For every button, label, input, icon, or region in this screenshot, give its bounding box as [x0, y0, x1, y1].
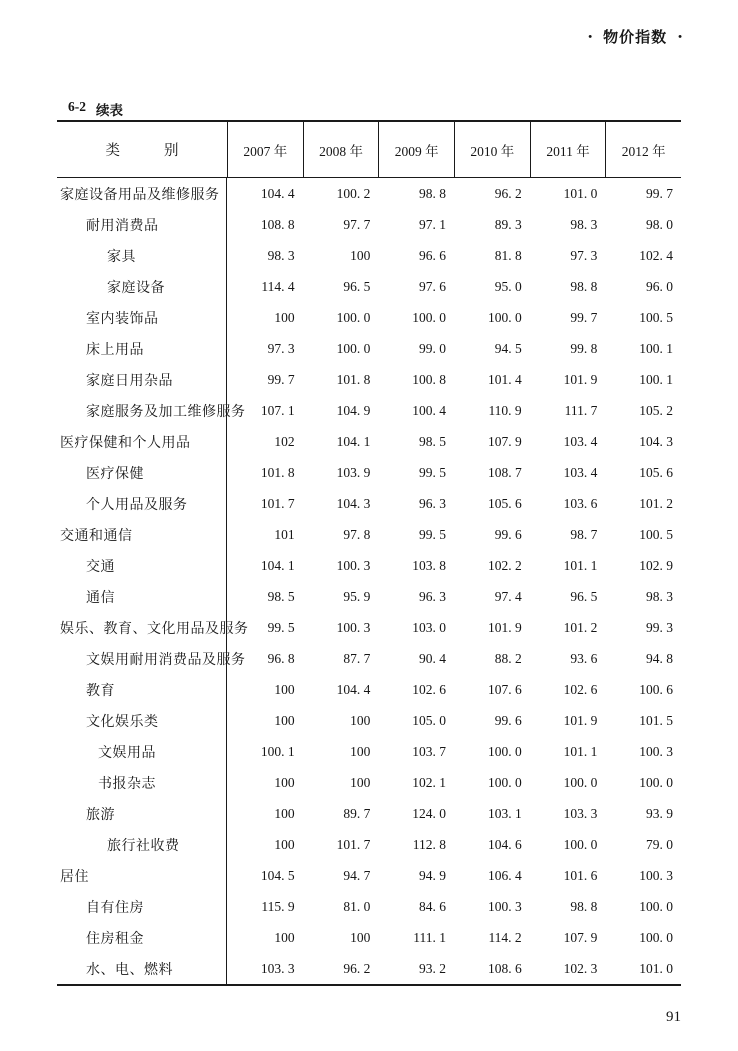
row-value: 101. 8 [260, 464, 295, 480]
row-value: 94. 8 [646, 650, 674, 666]
row-value: 104. 5 [260, 867, 295, 883]
page-number: 91 [666, 1009, 681, 1025]
row-value: 100. 5 [639, 309, 674, 325]
row-value: 102 [274, 433, 295, 449]
table-row [57, 953, 681, 984]
category-header-second: 别 [164, 143, 179, 159]
row-value: 105. 2 [639, 402, 674, 418]
row-value: 103. 9 [336, 464, 371, 480]
table-row [57, 457, 681, 488]
row-value: 105. 6 [487, 495, 522, 511]
row-value: 104. 3 [639, 433, 674, 449]
table-row [57, 829, 681, 860]
row-value: 100. 5 [639, 526, 674, 542]
row-value: 112. 8 [412, 836, 447, 852]
row-label: 交通和通信 [57, 519, 227, 550]
row-value: 104. 1 [336, 433, 371, 449]
row-value: 100. 1 [260, 743, 295, 759]
row-value: 102. 6 [412, 681, 447, 697]
year-column-header: 2012 年 [605, 122, 681, 177]
row-value: 115. 9 [261, 898, 295, 914]
row-value: 96. 5 [570, 588, 598, 604]
table-row [57, 240, 681, 271]
table-number: 6-2 [68, 99, 86, 114]
row-value: 95. 0 [494, 278, 522, 294]
row-value: 94. 5 [494, 340, 522, 356]
row-value: 88. 2 [494, 650, 522, 666]
row-label: 个人用品及服务 [57, 488, 227, 519]
row-label: 教育 [57, 674, 227, 705]
price-index-table [57, 120, 681, 986]
row-value: 100. 0 [563, 774, 598, 790]
year-column-header: 2010 年 [454, 122, 530, 177]
row-value: 99. 7 [267, 371, 295, 387]
row-value: 97. 8 [343, 526, 371, 542]
row-label: 文化娱乐类 [57, 705, 227, 736]
header-dot-right: • [678, 30, 682, 43]
table-caption-text: 续表 [96, 103, 123, 118]
row-label: 水、电、燃料 [57, 953, 227, 984]
row-value: 99. 8 [570, 340, 598, 356]
row-value: 81. 0 [343, 898, 371, 914]
row-value: 103. 4 [563, 433, 598, 449]
year-column-header: 2011 年 [530, 122, 606, 177]
row-value: 87. 7 [343, 650, 371, 666]
table-row [57, 364, 681, 395]
row-value: 96. 8 [267, 650, 295, 666]
table-row [57, 209, 681, 240]
row-value: 98. 0 [646, 216, 674, 232]
row-value: 96. 3 [419, 588, 447, 604]
row-value: 101. 5 [639, 712, 674, 728]
row-label: 耐用消费品 [57, 209, 227, 240]
row-value: 94. 7 [343, 867, 371, 883]
row-label: 家庭设备用品及维修服务 [57, 178, 227, 209]
row-value: 100 [274, 774, 295, 790]
table-row [57, 271, 681, 302]
table-row [57, 488, 681, 519]
row-value: 99. 5 [419, 464, 447, 480]
table-row [57, 891, 681, 922]
running-header-title: 物价指数 [603, 30, 668, 46]
row-value: 107. 9 [487, 433, 522, 449]
row-label: 文娱用耐用消费品及服务 [57, 643, 227, 674]
table-row [57, 395, 681, 426]
row-value: 100. 0 [487, 774, 522, 790]
row-value: 100. 0 [639, 929, 674, 945]
table-row [57, 581, 681, 612]
row-value: 100 [350, 774, 371, 790]
row-value: 98. 8 [419, 185, 447, 201]
row-value: 100. 3 [487, 898, 522, 914]
row-value: 93. 6 [570, 650, 598, 666]
row-label: 住房租金 [57, 922, 227, 953]
row-value: 108. 7 [487, 464, 522, 480]
row-label: 家庭设备 [57, 271, 227, 302]
row-value: 99. 6 [494, 526, 522, 542]
row-value: 102. 4 [639, 247, 674, 263]
row-value: 96. 0 [646, 278, 674, 294]
row-value: 111. 7 [564, 402, 598, 418]
row-value: 103. 4 [563, 464, 598, 480]
table-row [57, 178, 681, 209]
row-value: 101. 4 [487, 371, 522, 387]
row-value: 100. 0 [336, 309, 371, 325]
row-label: 通信 [57, 581, 227, 612]
row-value: 98. 3 [267, 247, 295, 263]
category-header-first: 类 [105, 143, 120, 159]
year-column-header: 2007 年 [227, 122, 303, 177]
row-value: 79. 0 [646, 836, 674, 852]
row-value: 98. 8 [570, 898, 598, 914]
row-value: 93. 9 [646, 805, 674, 821]
row-value: 110. 9 [488, 402, 522, 418]
row-value: 107. 9 [563, 929, 598, 945]
row-value: 94. 9 [419, 867, 447, 883]
row-value: 89. 3 [494, 216, 522, 232]
row-label: 家庭服务及加工维修服务 [57, 395, 227, 426]
row-value: 93. 2 [419, 960, 447, 976]
row-value: 105. 0 [412, 712, 447, 728]
header-dot-left: • [588, 30, 593, 43]
row-value: 99. 7 [646, 185, 674, 201]
row-value: 96. 3 [419, 495, 447, 511]
row-value: 104. 4 [336, 681, 371, 697]
row-value: 101. 1 [563, 743, 598, 759]
table-row [57, 674, 681, 705]
row-label: 旅游 [57, 798, 227, 829]
row-value: 102. 9 [639, 557, 674, 573]
row-value: 108. 8 [260, 216, 295, 232]
row-value: 107. 1 [260, 402, 295, 418]
row-value: 100. 0 [639, 898, 674, 914]
row-value: 96. 2 [343, 960, 371, 976]
row-value: 100. 4 [412, 402, 447, 418]
row-value: 101. 0 [563, 185, 598, 201]
row-value: 114. 4 [261, 278, 295, 294]
row-label: 文娱用品 [57, 736, 227, 767]
row-value: 99. 7 [570, 309, 598, 325]
row-value: 101. 9 [563, 371, 598, 387]
row-value: 103. 6 [563, 495, 598, 511]
table-row [57, 736, 681, 767]
row-label: 室内装饰品 [57, 302, 227, 333]
row-value: 102. 3 [563, 960, 598, 976]
table-row [57, 550, 681, 581]
row-label: 旅行社收费 [57, 829, 227, 860]
row-value: 100. 3 [639, 867, 674, 883]
row-value: 106. 4 [487, 867, 522, 883]
row-value: 98. 5 [267, 588, 295, 604]
row-value: 100 [274, 712, 295, 728]
row-value: 100. 6 [639, 681, 674, 697]
row-value: 100. 8 [412, 371, 447, 387]
running-header [588, 26, 682, 47]
row-value: 101. 7 [336, 836, 371, 852]
row-value: 101. 9 [563, 712, 598, 728]
row-value: 98. 8 [570, 278, 598, 294]
row-value: 100 [350, 743, 371, 759]
row-value: 103. 1 [487, 805, 522, 821]
row-value: 99. 5 [267, 619, 295, 635]
row-label: 家具 [57, 240, 227, 271]
row-value: 101. 2 [563, 619, 598, 635]
row-value: 96. 2 [494, 185, 522, 201]
row-value: 124. 0 [412, 805, 447, 821]
row-value: 100 [274, 681, 295, 697]
row-value: 111. 1 [413, 929, 447, 945]
row-label: 交通 [57, 550, 227, 581]
row-value: 84. 6 [419, 898, 447, 914]
row-label: 家庭日用杂品 [57, 364, 227, 395]
row-label: 医疗保健 [57, 457, 227, 488]
row-value: 101. 2 [639, 495, 674, 511]
table-row [57, 643, 681, 674]
row-value: 100. 0 [336, 340, 371, 356]
row-value: 100. 1 [639, 371, 674, 387]
row-value: 96. 6 [419, 247, 447, 263]
row-value: 90. 4 [419, 650, 447, 666]
row-value: 97. 4 [494, 588, 522, 604]
table-row [57, 860, 681, 891]
row-value: 102. 2 [487, 557, 522, 573]
row-value: 103. 0 [412, 619, 447, 635]
row-value: 102. 1 [412, 774, 447, 790]
row-value: 98. 3 [646, 588, 674, 604]
table-row [57, 302, 681, 333]
row-value: 103. 3 [563, 805, 598, 821]
row-value: 100. 1 [639, 340, 674, 356]
row-value: 100 [350, 712, 371, 728]
row-value: 100 [274, 929, 295, 945]
row-value: 81. 8 [494, 247, 522, 263]
row-value: 100 [350, 929, 371, 945]
row-value: 97. 7 [343, 216, 371, 232]
year-column-header: 2008 年 [303, 122, 379, 177]
row-value: 100. 0 [563, 836, 598, 852]
row-label: 床上用品 [57, 333, 227, 364]
row-value: 97. 3 [267, 340, 295, 356]
row-value: 100. 0 [639, 774, 674, 790]
row-value: 101. 9 [487, 619, 522, 635]
row-value: 89. 7 [343, 805, 371, 821]
row-value: 101. 6 [563, 867, 598, 883]
row-value: 104. 6 [487, 836, 522, 852]
row-value: 96. 5 [343, 278, 371, 294]
row-value: 104. 1 [260, 557, 295, 573]
table-body [57, 178, 681, 984]
table-caption [68, 99, 123, 119]
row-value: 101. 7 [260, 495, 295, 511]
row-value: 101. 1 [563, 557, 598, 573]
row-value: 100 [274, 805, 295, 821]
row-value: 97. 3 [570, 247, 598, 263]
row-value: 104. 9 [336, 402, 371, 418]
row-value: 104. 3 [336, 495, 371, 511]
category-column-header [57, 122, 227, 177]
table-row [57, 612, 681, 643]
year-column-header: 2009 年 [378, 122, 454, 177]
row-value: 103. 3 [260, 960, 295, 976]
row-value: 99. 6 [494, 712, 522, 728]
row-value: 105. 6 [639, 464, 674, 480]
row-value: 104. 4 [260, 185, 295, 201]
row-label: 书报杂志 [57, 767, 227, 798]
table-row [57, 705, 681, 736]
row-value: 100. 2 [336, 185, 371, 201]
row-value: 100. 3 [639, 743, 674, 759]
row-value: 107. 6 [487, 681, 522, 697]
row-value: 100. 3 [336, 557, 371, 573]
row-value: 100 [274, 309, 295, 325]
row-value: 100 [274, 836, 295, 852]
row-value: 100. 3 [336, 619, 371, 635]
row-value: 103. 7 [412, 743, 447, 759]
row-label: 娱乐、教育、文化用品及服务 [57, 612, 227, 643]
row-value: 95. 9 [343, 588, 371, 604]
row-value: 98. 3 [570, 216, 598, 232]
row-value: 98. 7 [570, 526, 598, 542]
row-label: 医疗保健和个人用品 [57, 426, 227, 457]
row-value: 99. 3 [646, 619, 674, 635]
table-row [57, 426, 681, 457]
row-value: 101 [274, 526, 295, 542]
row-value: 99. 0 [419, 340, 447, 356]
row-value: 114. 2 [488, 929, 522, 945]
table-header-row [57, 122, 681, 178]
row-value: 97. 1 [419, 216, 447, 232]
table-row [57, 767, 681, 798]
row-label: 居住 [57, 860, 227, 891]
row-value: 100. 0 [487, 743, 522, 759]
row-value: 100. 0 [487, 309, 522, 325]
row-label: 自有住房 [57, 891, 227, 922]
table-row [57, 333, 681, 364]
row-value: 97. 6 [419, 278, 447, 294]
row-value: 98. 5 [419, 433, 447, 449]
row-value: 100. 0 [412, 309, 447, 325]
row-value: 101. 0 [639, 960, 674, 976]
table-row [57, 922, 681, 953]
row-value: 100 [350, 247, 371, 263]
row-value: 103. 8 [412, 557, 447, 573]
row-value: 101. 8 [336, 371, 371, 387]
row-value: 108. 6 [487, 960, 522, 976]
table-row [57, 798, 681, 829]
row-value: 99. 5 [419, 526, 447, 542]
row-value: 102. 6 [563, 681, 598, 697]
table-row [57, 519, 681, 550]
